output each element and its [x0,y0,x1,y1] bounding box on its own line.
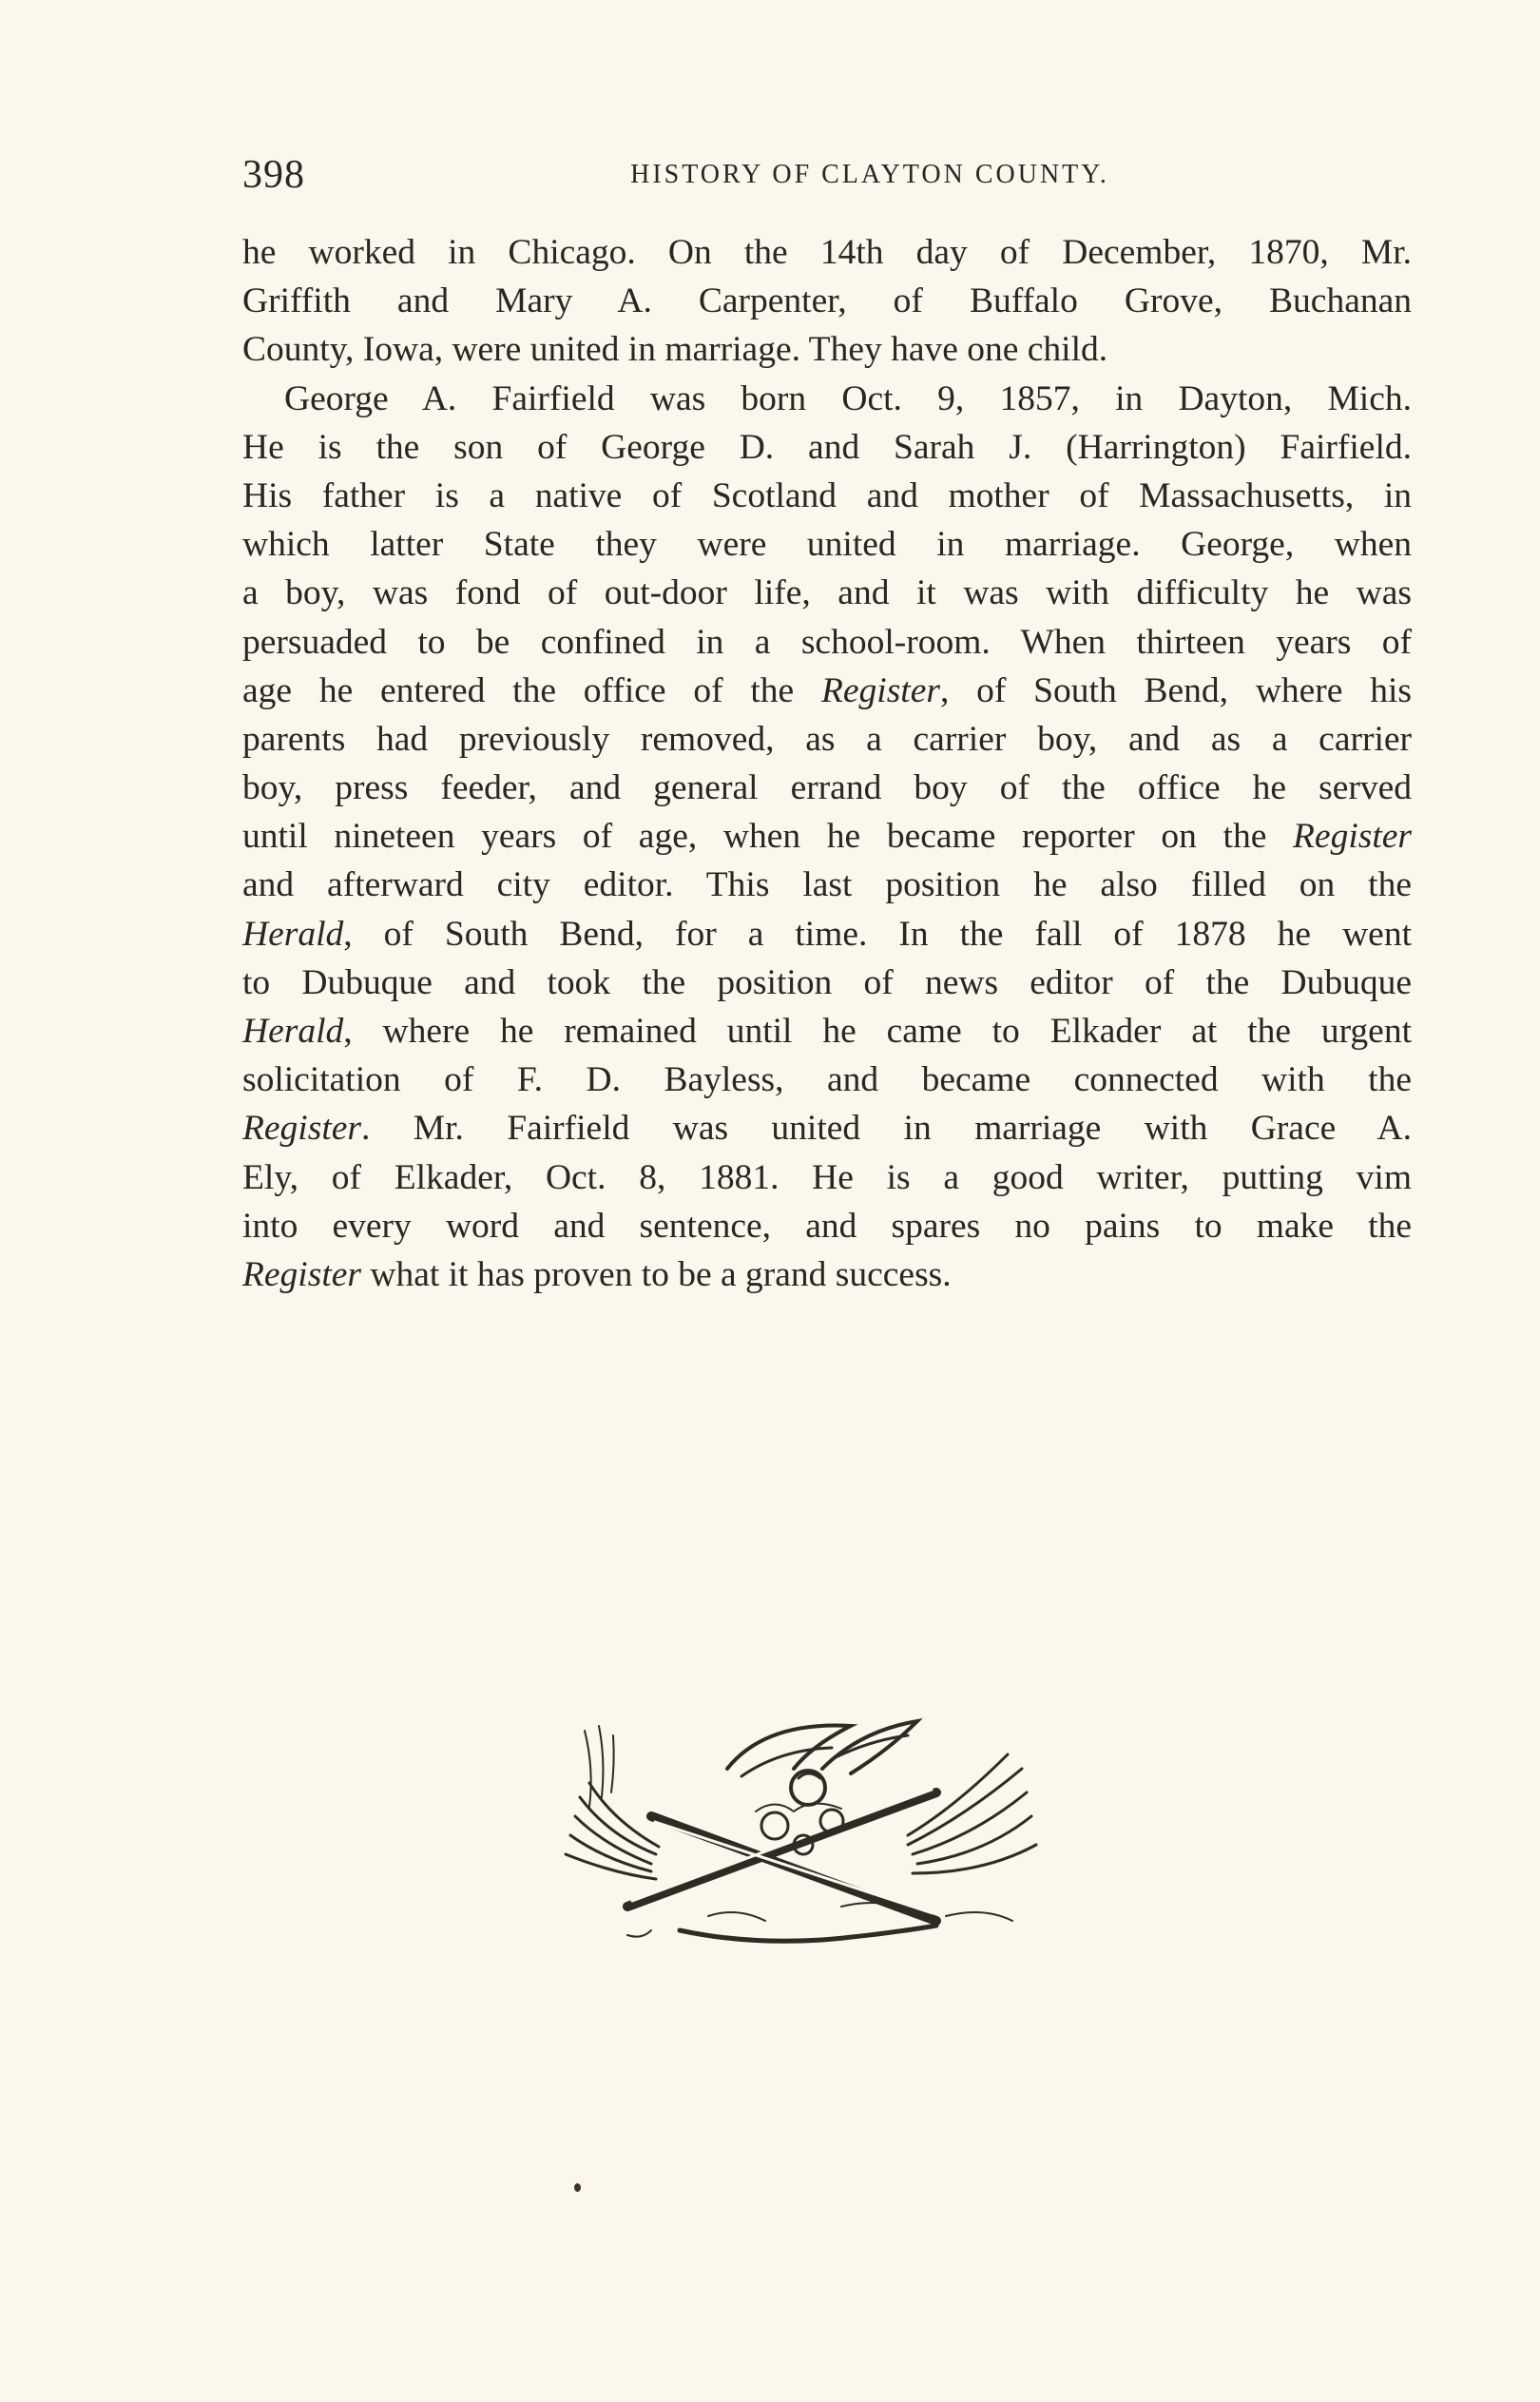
running-title: HISTORY OF CLAYTON COUNTY. [630,160,1109,189]
newspaper-title: Register [820,670,940,710]
paragraph-start-line: George A. Fairfield was born Oct. 9, 1857, in Dayton, Mich. [284,378,1412,418]
text-line: County, Iowa, were united in marriage. They have one child. [242,330,1108,370]
text-segment: age he entered the office of the [242,670,795,710]
text-line [242,812,1412,861]
text-line [242,910,1412,959]
text-segment: , where he remained until he came to Elkader at the urgent [343,1012,1412,1051]
text-line: parents had previously removed, as a carrier boy, and as a carrier [242,719,1412,759]
text-segment: . Mr. Fairfield was united in marriage with Grace A. [360,1109,1412,1149]
newspaper-title: Register [1293,817,1412,857]
text-line: which latter State they were united in marriage. George, when [242,525,1412,565]
text-line [242,1250,1412,1299]
text-line [242,1007,1412,1056]
print-speck [574,2183,581,2192]
text-line: a boy, was fond of out-door life, and it was with difficulty he was [242,573,1412,613]
text-segment: until nineteen years of age, when he became reporter on the [242,817,1267,857]
eagle-fasces-ornament [537,1702,1060,1959]
text-line: Ely, of Elkader, Oct. 8, 1881. He is a good writer, putting vim [242,1157,1412,1197]
text-line: and afterward city editor. This last position he also filled on the [242,865,1412,905]
body-text [242,228,1412,1299]
newspaper-title: Register [242,1109,361,1149]
text-line: Griffith and Mary A. Carpenter, of Buffalo Grove, Buchanan [242,281,1412,321]
text-segment: , of South Bend, where his [939,670,1412,710]
text-line [242,1104,1412,1153]
text-segment: , of South Bend, for a time. In the fall of 1878 he went [343,914,1412,954]
running-head [242,152,1412,200]
text-line: persuaded to be confined in a school-room. When thirteen years of [242,622,1412,662]
text-line: boy, press feeder, and general errand boy of the office he served [242,768,1412,808]
newspaper-title: Herald [242,914,344,954]
text-line [242,667,1412,715]
text-line: he worked in Chicago. On the 14th day of December, 1870, Mr. [242,233,1412,272]
text-line: to Dubuque and took the position of news editor of the Dubuque [242,962,1412,1002]
page-number: 398 [242,153,305,197]
text-line: solicitation of F. D. Bayless, and became connected with the [242,1060,1412,1100]
newspaper-title: Herald [242,1012,344,1051]
text-line: He is the son of George D. and Sarah J. (Harrington) Fairfield. [242,427,1412,467]
text-segment: what it has proven to be a grand success. [360,1254,952,1294]
text-line: into every word and sentence, and spares no pains to make the [242,1206,1412,1246]
text-line: His father is a native of Scotland and mother of Massachusetts, in [242,475,1412,515]
newspaper-title: Register [242,1254,361,1294]
